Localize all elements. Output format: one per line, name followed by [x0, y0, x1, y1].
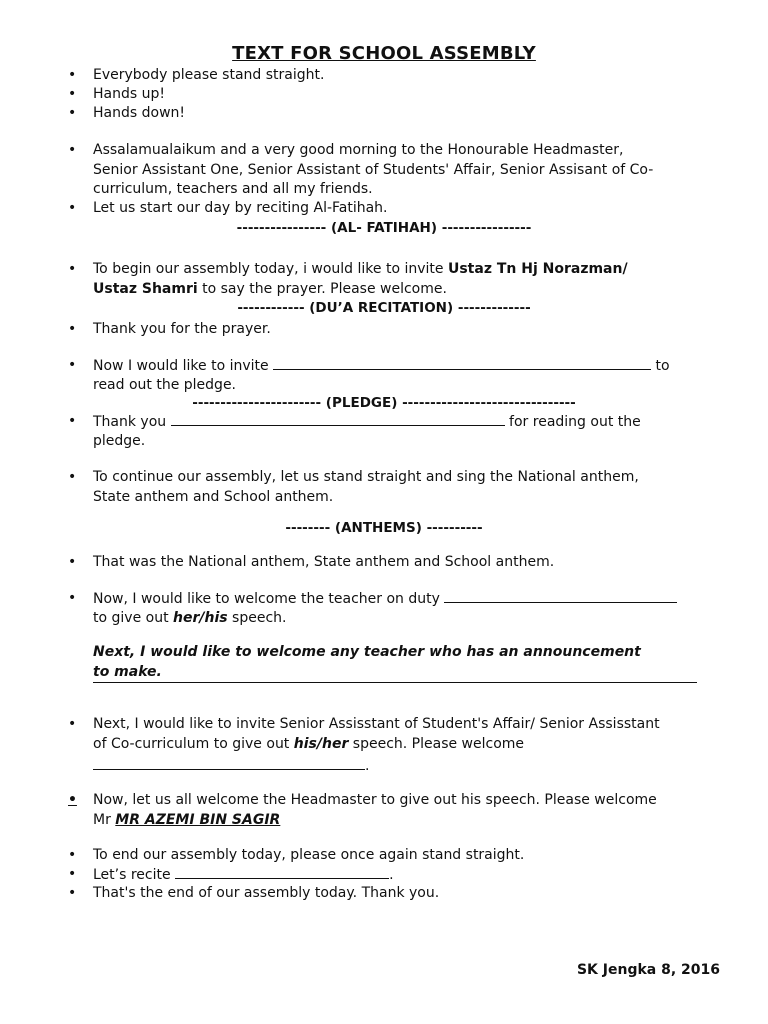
text: Thank you	[93, 414, 171, 430]
line-greeting-2: Senior Assistant One, Senior Assistant of Students' Affair, Senior Assisant of Co-	[93, 162, 654, 178]
text: Now I would like to invite	[93, 358, 274, 374]
line-anthem-intro-1: To continue our assembly, let us stand straight and sing the National anthem,	[93, 469, 639, 485]
pledge-reader-blank[interactable]	[273, 355, 651, 370]
text: Let’s recite	[93, 867, 176, 883]
line-senior-assistant-1: Next, I would like to invite Senior Assisstant of Student's Affair/ Senior Assisstant	[93, 716, 660, 732]
bullet: •	[68, 866, 77, 882]
line-greeting-1: Assalamualaikum and a very good morning to the Honourable Headmaster,	[93, 142, 624, 158]
line-end-thanks: That's the end of our assembly today. Thank you.	[93, 885, 440, 901]
text: .	[389, 867, 394, 883]
line-pledge-invite-1	[93, 355, 725, 376]
line-teacher-duty-2	[93, 608, 725, 628]
line-announcement-2: to make.	[93, 664, 162, 680]
line-anthem-intro-2: State anthem and School anthem.	[93, 489, 334, 505]
bullet: •	[68, 86, 77, 102]
bullet: •	[68, 200, 77, 216]
bullet: •	[68, 357, 77, 373]
senior-assistant-blank[interactable]	[93, 755, 365, 770]
line-announcement-1: Next, I would like to welcome any teacher who has an announcement	[93, 644, 641, 660]
thank-you-blank[interactable]	[171, 411, 505, 426]
line-hands-up: Hands up!	[93, 86, 165, 102]
bullet: •	[68, 321, 77, 337]
line-prayer-invite-1	[93, 259, 725, 279]
separator-al-fatihah: ---------------- (AL- FATIHAH) ----------------	[236, 220, 532, 236]
bullet: •	[68, 792, 77, 808]
line-hands-down: Hands down!	[93, 105, 185, 121]
line-stand-straight: Everybody please stand straight.	[93, 67, 325, 83]
bullet: •	[68, 554, 77, 570]
text: Now, I would like to welcome the teacher on duty	[93, 591, 445, 607]
bullet: •	[68, 847, 77, 863]
bullet: •	[68, 469, 77, 485]
line-fatihah-intro: Let us start our day by reciting Al-Fatihah.	[93, 200, 388, 216]
bullet: •	[68, 67, 77, 83]
separator-dua: ------------ (DU’A RECITATION) -------------	[237, 300, 531, 316]
text: to give out	[93, 610, 174, 626]
document-title: TEXT FOR SCHOOL ASSEMBLY	[232, 43, 536, 64]
bullet: •	[68, 413, 77, 429]
line-senior-assistant-2	[93, 734, 725, 754]
announcement-blank-line[interactable]	[93, 682, 697, 683]
text: Mr	[93, 812, 116, 828]
text: speech.	[227, 610, 287, 626]
line-anthem-done: That was the National anthem, State anthem and School anthem.	[93, 554, 555, 570]
line-teacher-duty-1	[93, 588, 725, 609]
headmaster-name: MR AZEMI BIN SAGIR	[115, 812, 281, 828]
text: for reading out the	[504, 414, 641, 430]
bullet: •	[68, 142, 77, 158]
line-thanks-pledge-2: pledge.	[93, 433, 146, 449]
bullet: •	[68, 105, 77, 121]
text: .	[365, 758, 370, 774]
recite-blank[interactable]	[175, 864, 389, 879]
bullet: •	[68, 885, 77, 901]
footer-school-year: SK Jengka 8, 2016	[576, 962, 720, 978]
line-greeting-3: curriculum, teachers and all my friends.	[93, 181, 373, 197]
line-thanks-pledge-1	[93, 411, 725, 432]
text: To begin our assembly today, i would like to invite	[93, 261, 448, 277]
text: to	[651, 358, 670, 374]
text: to say the prayer. Please welcome.	[197, 281, 447, 297]
line-pledge-invite-2: read out the pledge.	[93, 377, 237, 393]
his-her: his/her	[293, 736, 349, 752]
line-headmaster-1: Now, let us all welcome the Headmaster to give out his speech. Please welcome	[93, 792, 657, 808]
bullet: •	[68, 590, 77, 606]
line-end-stand: To end our assembly today, please once again stand straight.	[93, 847, 525, 863]
text: speech. Please welcome	[348, 736, 525, 752]
separator-pledge: ----------------------- (PLEDGE) -------------------------------	[192, 395, 576, 411]
her-his: her/his	[173, 610, 228, 626]
line-prayer-invite-2	[93, 279, 725, 299]
ustaz-name-1: Ustaz Tn Hj Norazman/	[447, 261, 628, 277]
line-recite	[93, 864, 725, 885]
ustaz-name-2: Ustaz Shamri	[93, 281, 198, 297]
separator-anthems: -------- (ANTHEMS) ----------	[285, 520, 483, 536]
teacher-duty-blank[interactable]	[444, 588, 677, 603]
bullet: •	[68, 261, 77, 277]
line-thanks-prayer: Thank you for the prayer.	[93, 321, 271, 337]
line-headmaster-2	[93, 810, 725, 830]
line-senior-assistant-3	[93, 755, 725, 776]
text: of Co-curriculum to give out	[93, 736, 294, 752]
bullet: •	[68, 716, 77, 732]
